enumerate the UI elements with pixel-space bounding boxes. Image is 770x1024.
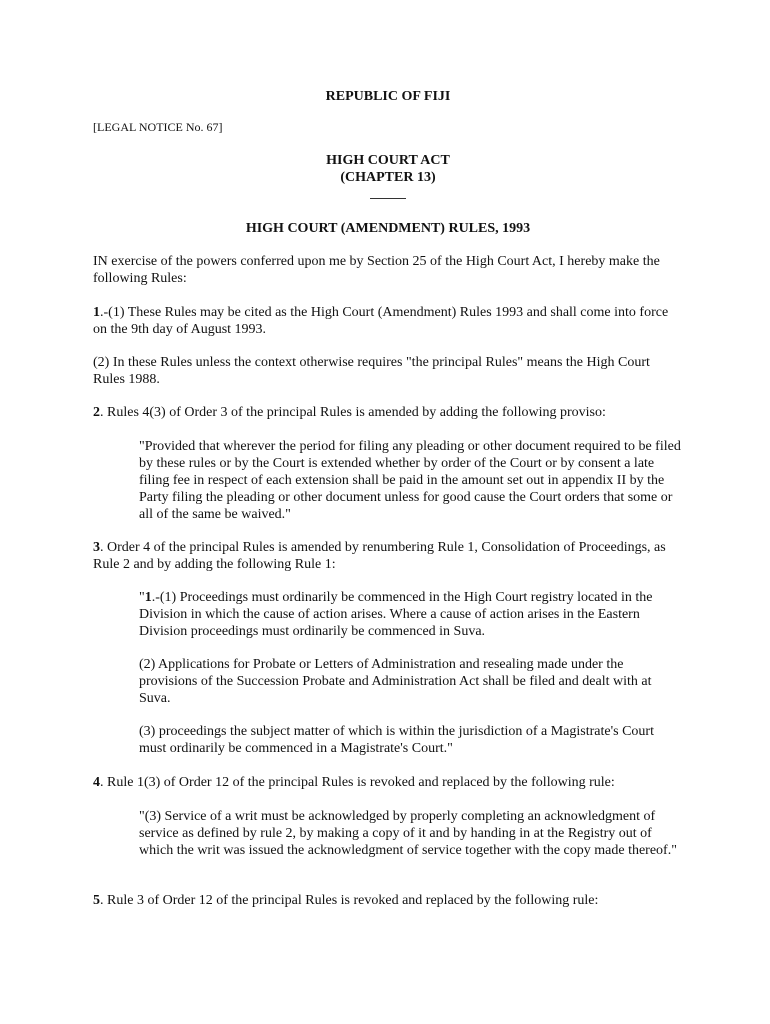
rule-text: . Rules 4(3) of Order 3 of the principal Rules is amended by adding the following proviso:	[100, 405, 606, 420]
rule-4-replacement-quote: "(3) Service of a writ must be acknowledged by properly completing an acknowledgment of service as defined by rule 2, by making a copy of it and by handing in at the Registry out of which the writ was issued the acknowledgment of service together with the copy made thereof."	[139, 809, 677, 858]
rule-4-paragraph	[93, 774, 683, 791]
rule-3-subrule-2: (2) Applications for Probate or Letters of Administration and resealing made under the provisions of the Succession Probate and Administration Act shall be filed and dealt with at Suva.	[139, 657, 652, 706]
republic-heading: REPUBLIC OF FIJI	[325, 89, 451, 104]
rule-3-subrule-1	[93, 589, 683, 640]
intro-paragraph: IN exercise of the powers conferred upon me by Section 25 of the High Court Act, I hereby make the following Rules:	[93, 254, 660, 286]
rule-number: 4	[93, 775, 100, 790]
subrule-text: .-(1) Proceedings must ordinarily be commenced in the High Court registry located in the Division in which the cause of action arises. Where a cause of action arises in the Eastern Division proceedings must ordinarily be commenced in Suva.	[139, 590, 653, 639]
rules-title: HIGH COURT (AMENDMENT) RULES, 1993	[245, 221, 531, 236]
rule-number: 3	[93, 540, 100, 555]
rule-text: . Rule 1(3) of Order 12 of the principal Rules is revoked and replaced by the following rule:	[100, 775, 615, 790]
rule-5-paragraph	[93, 892, 683, 909]
rule-text: . Order 4 of the principal Rules is amended by renumbering Rule 1, Consolidation of Proceedings, as Rule 2 and by adding the following Rule 1:	[93, 540, 666, 572]
rule-text: . Rule 3 of Order 12 of the principal Rules is revoked and replaced by the following rule:	[100, 893, 599, 908]
rule-number: 2	[93, 405, 100, 420]
rule-number: 5	[93, 893, 100, 908]
rule-2-paragraph	[93, 404, 683, 421]
rule-3-subrule-3: (3) proceedings the subject matter of which is within the jurisdiction of a Magistrate's Court must ordinarily be commenced in a Magistrate's Court."	[139, 724, 654, 756]
rule-number: 1	[93, 305, 100, 320]
rule-2-proviso-quote: "Provided that wherever the period for filing any pleading or other document required to be filed by these rules or by the Court is extended whether by order of the Court or by consent a late filing fee in respect of each extension shall be paid in the amount set out in appendix II by the Party filing the pleading or other document unless for good cause the Court orders that some or all of the same be waived."	[139, 439, 681, 522]
rule-1-paragraph	[93, 304, 683, 338]
legal-notice-number: [LEGAL NOTICE No. 67]	[93, 120, 223, 134]
subrule-number: 1	[144, 590, 152, 605]
divider-line	[93, 198, 683, 199]
act-title: HIGH COURT ACT	[326, 153, 450, 168]
rule-1-subparagraph-2: (2) In these Rules unless the context otherwise requires "the principal Rules" means the High Court Rules 1988.	[93, 355, 650, 387]
quote-mark: "	[139, 590, 145, 605]
rule-3-paragraph	[93, 539, 683, 573]
chapter-number: (CHAPTER 13)	[340, 170, 436, 185]
rule-text: .-(1) These Rules may be cited as the High Court (Amendment) Rules 1993 and shall come into force on the 9th day of August 1993.	[93, 305, 669, 337]
